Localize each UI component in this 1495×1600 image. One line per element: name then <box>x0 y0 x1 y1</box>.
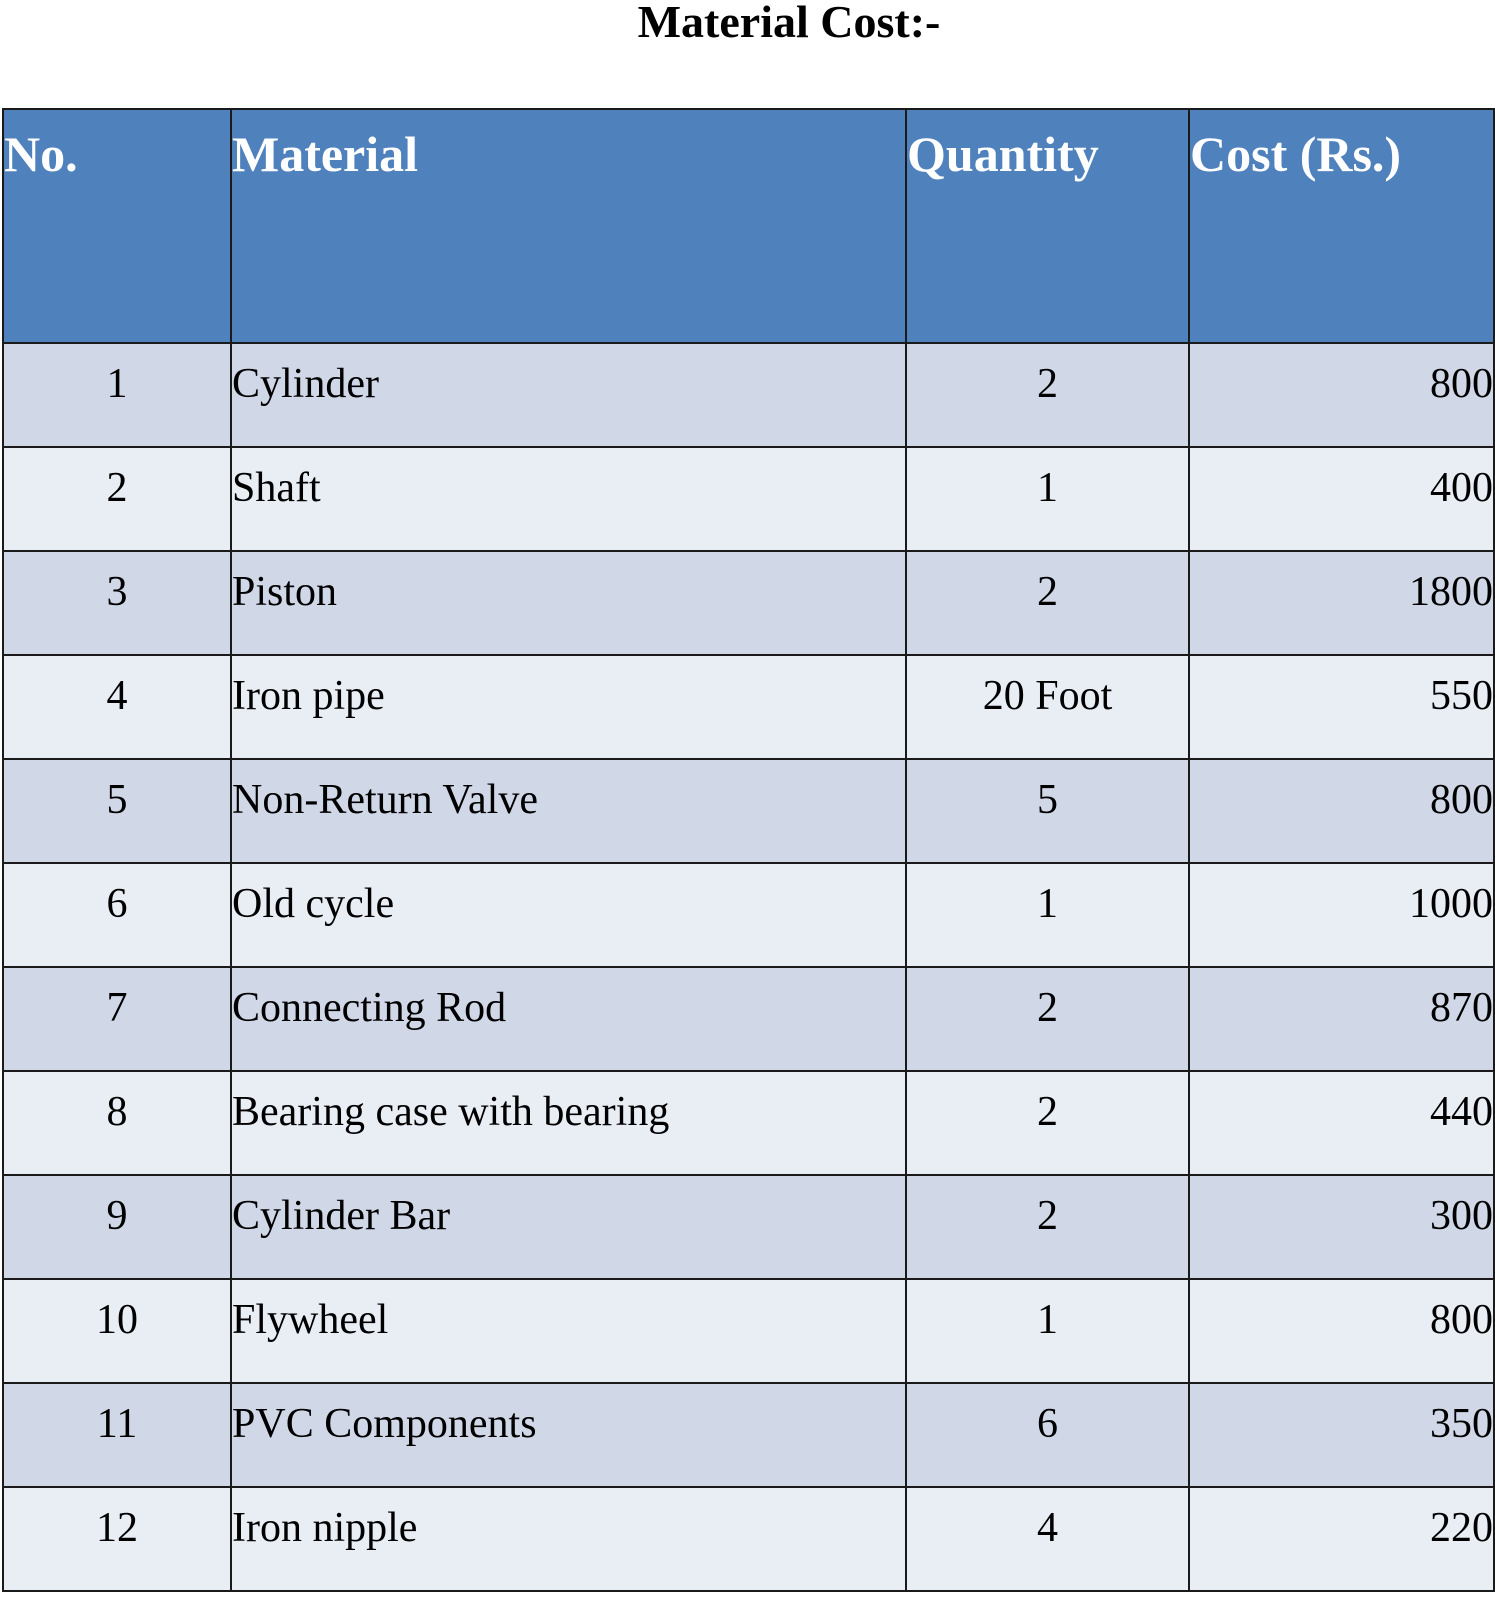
cell-quantity: 1 <box>906 1279 1189 1383</box>
cell-no: 6 <box>3 863 231 967</box>
page-title: Material Cost:- <box>637 0 941 47</box>
cell-quantity: 4 <box>906 1487 1189 1591</box>
cell-material: Shaft <box>231 447 906 551</box>
cell-material: Flywheel <box>231 1279 906 1383</box>
cell-no: 7 <box>3 967 231 1071</box>
cell-cost: 800 <box>1189 1279 1494 1383</box>
cell-no: 11 <box>3 1383 231 1487</box>
cell-material: Iron nipple <box>231 1487 906 1591</box>
cell-no: 1 <box>3 343 231 447</box>
cell-material: Connecting Rod <box>231 967 906 1071</box>
table-row <box>3 759 1494 863</box>
table-row <box>3 967 1494 1071</box>
header-material: Material <box>231 109 906 343</box>
table-row <box>3 447 1494 551</box>
table-header-row <box>3 109 1494 343</box>
cell-quantity: 1 <box>906 447 1189 551</box>
cell-quantity: 20 Foot <box>906 655 1189 759</box>
table-row <box>3 863 1494 967</box>
header-cost: Cost (Rs.) <box>1189 109 1494 343</box>
cell-quantity: 2 <box>906 551 1189 655</box>
cell-no: 5 <box>3 759 231 863</box>
cell-cost: 1800 <box>1189 551 1494 655</box>
cell-no: 2 <box>3 447 231 551</box>
cell-cost: 350 <box>1189 1383 1494 1487</box>
cell-cost: 1000 <box>1189 863 1494 967</box>
cell-cost: 220 <box>1189 1487 1494 1591</box>
cell-quantity: 2 <box>906 967 1189 1071</box>
cell-no: 8 <box>3 1071 231 1175</box>
cell-material: Old cycle <box>231 863 906 967</box>
cell-material: Piston <box>231 551 906 655</box>
cell-material: Non-Return Valve <box>231 759 906 863</box>
header-quantity: Quantity <box>906 109 1189 343</box>
cell-cost: 800 <box>1189 343 1494 447</box>
cell-cost: 300 <box>1189 1175 1494 1279</box>
cell-quantity: 1 <box>906 863 1189 967</box>
material-cost-table <box>2 108 1495 1592</box>
cell-quantity: 2 <box>906 1071 1189 1175</box>
table-row <box>3 343 1494 447</box>
table-row <box>3 655 1494 759</box>
cell-no: 10 <box>3 1279 231 1383</box>
cell-material: Cylinder Bar <box>231 1175 906 1279</box>
cell-cost: 800 <box>1189 759 1494 863</box>
cell-no: 9 <box>3 1175 231 1279</box>
cell-material: Cylinder <box>231 343 906 447</box>
cell-quantity: 5 <box>906 759 1189 863</box>
table-row <box>3 1487 1494 1591</box>
cell-material: PVC Components <box>231 1383 906 1487</box>
table-row <box>3 1383 1494 1487</box>
cell-quantity: 6 <box>906 1383 1189 1487</box>
cell-cost: 550 <box>1189 655 1494 759</box>
table-row <box>3 551 1494 655</box>
table-row <box>3 1175 1494 1279</box>
header-no: No. <box>3 109 231 343</box>
table-row <box>3 1071 1494 1175</box>
cell-no: 12 <box>3 1487 231 1591</box>
cell-material: Iron pipe <box>231 655 906 759</box>
cell-no: 4 <box>3 655 231 759</box>
cell-cost: 870 <box>1189 967 1494 1071</box>
cell-cost: 400 <box>1189 447 1494 551</box>
cell-quantity: 2 <box>906 1175 1189 1279</box>
cell-cost: 440 <box>1189 1071 1494 1175</box>
cell-no: 3 <box>3 551 231 655</box>
table-row <box>3 1279 1494 1383</box>
cell-quantity: 2 <box>906 343 1189 447</box>
cell-material: Bearing case with bearing <box>231 1071 906 1175</box>
